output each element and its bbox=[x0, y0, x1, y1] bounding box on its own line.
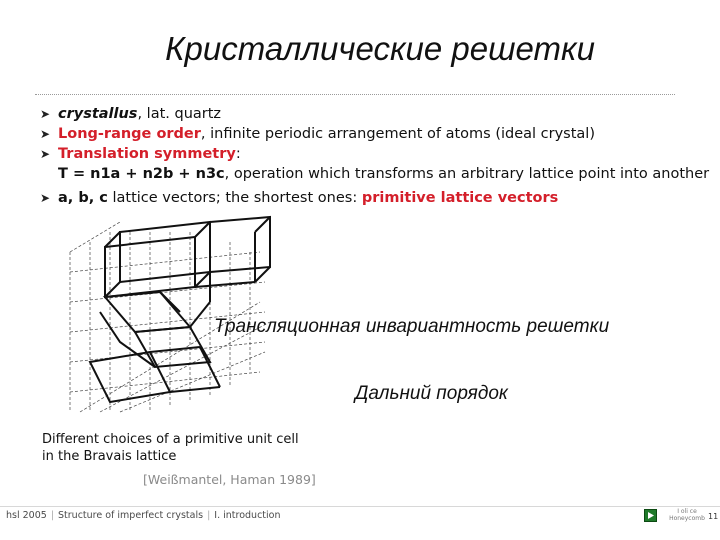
title-divider bbox=[35, 94, 675, 95]
bullet-text: , lat. quartz bbox=[137, 106, 222, 122]
bullet-term: Translation symmetry bbox=[58, 146, 236, 162]
footer-bar bbox=[6, 510, 281, 521]
footer-subject: Structure of imperfect crystals bbox=[58, 510, 204, 521]
caption-line: in the Bravais lattice bbox=[42, 449, 177, 464]
primitive-vectors-highlight: primitive lattice vectors bbox=[361, 190, 559, 206]
footer-course: hsl 2005 bbox=[6, 510, 47, 521]
bullet-item bbox=[40, 104, 700, 124]
institution-logo bbox=[667, 508, 707, 522]
bullet-text: lattice vectors; the shortest ones: bbox=[107, 190, 362, 206]
bullet-text: : bbox=[235, 146, 241, 162]
figure-reference: [Weißmantel, Haman 1989] bbox=[143, 472, 316, 487]
bullet-item bbox=[40, 124, 700, 144]
translation-formula: T = n1a + n2b + n3c bbox=[58, 166, 225, 182]
long-range-order-label: Дальний порядок bbox=[355, 383, 508, 404]
arrowhead-bullet-icon: ➤ bbox=[40, 147, 51, 161]
lattice-primitive-cells bbox=[90, 217, 270, 402]
bullet-term: crystallus bbox=[58, 106, 138, 122]
bullet-text: , operation which transforms an arbitrary lattice point into another bbox=[224, 166, 710, 182]
figure-caption bbox=[42, 431, 299, 465]
bullet-item bbox=[40, 144, 700, 164]
arrowhead-bullet-icon: ➤ bbox=[40, 191, 51, 205]
bullet-text: , infinite periodic arrangement of atoms (ideal crystal) bbox=[200, 126, 595, 142]
arrowhead-bullet-icon: ➤ bbox=[40, 107, 51, 121]
page-number: 11 bbox=[708, 512, 719, 521]
footer-section: I. introduction bbox=[214, 510, 281, 521]
arrowhead-bullet-icon: ➤ bbox=[40, 127, 51, 141]
bullet-item bbox=[40, 188, 700, 208]
bullet-term: a, b, c bbox=[58, 190, 108, 206]
footer-separator: | bbox=[207, 510, 211, 521]
caption-line: Different choices of a primitive unit cell bbox=[42, 432, 299, 447]
logo-line: I oli ce bbox=[677, 508, 697, 515]
footer-divider bbox=[0, 506, 720, 507]
slide-title: Кристаллические решетки bbox=[165, 30, 595, 67]
bullet-term: Long-range order bbox=[58, 126, 201, 142]
translation-invariance-label: Трансляционная инвариантность решетки bbox=[214, 316, 610, 337]
footer-separator: | bbox=[50, 510, 55, 521]
play-button-icon[interactable] bbox=[644, 509, 657, 522]
bullet-list bbox=[40, 104, 710, 208]
bullet-subitem bbox=[40, 164, 710, 184]
logo-line: Honeycomb bbox=[669, 515, 705, 522]
